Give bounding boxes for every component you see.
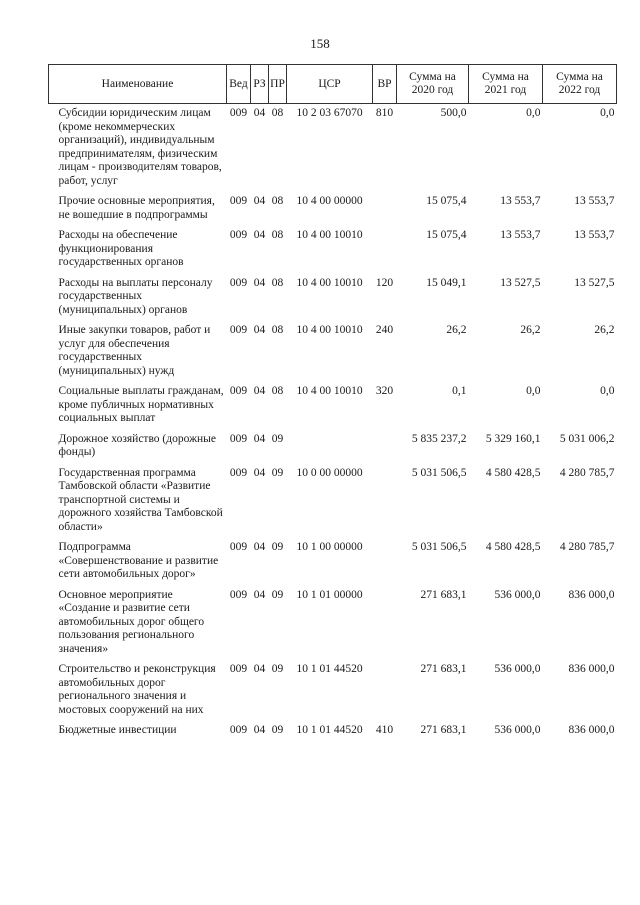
- header-ved: Вед: [227, 65, 251, 104]
- row-name: Социальные выплаты гражданам, кроме публичных нормативных социальных выплат: [58, 385, 224, 424]
- header-sum-2021: Сумма на 2021 год: [469, 65, 543, 104]
- row-sum-2020: 5 031 506,5: [411, 466, 467, 479]
- row-sum-2022: 4 280 785,7: [559, 466, 615, 479]
- row-csr: 10 2 03 67070: [296, 107, 363, 119]
- row-sum-2021: 13 553,7: [500, 195, 541, 207]
- row-name: Строительство и реконструкция автомобильных дорог регионального значения и мостовых сооружений на них: [58, 663, 216, 716]
- row-sum-2021: 0,0: [526, 385, 541, 397]
- row-sum-2021: 0,0: [526, 107, 541, 119]
- row-ved: 009: [229, 385, 248, 397]
- row-sum-2020: 5 835 237,2: [411, 432, 467, 445]
- row-sum-2021: 26,2: [520, 324, 541, 336]
- row-vr: [373, 663, 397, 724]
- row-csr: 10 4 00 00000: [296, 195, 363, 207]
- header-name: Наименование: [49, 65, 227, 104]
- row-rz: 04: [253, 541, 266, 553]
- row-name: Подпрограмма «Совершенствование и развитие сети автомобильных дорог»: [58, 541, 219, 580]
- row-pr: 08: [271, 324, 284, 336]
- table-row: [49, 104, 617, 196]
- row-pr: 09: [271, 724, 284, 736]
- row-vr: 320: [375, 385, 394, 397]
- row-rz: 04: [253, 663, 266, 675]
- row-csr: 10 0 00 00000: [296, 466, 363, 479]
- row-rz: 04: [253, 276, 266, 289]
- row-sum-2022: 13 527,5: [574, 276, 615, 289]
- row-sum-2020: 15 075,4: [426, 229, 467, 241]
- table-row: [49, 229, 617, 277]
- row-rz: 04: [253, 195, 266, 207]
- header-sum-2020: Сумма на 2020 год: [397, 65, 469, 104]
- row-sum-2021: 5 329 160,1: [485, 432, 541, 445]
- row-vr: [373, 467, 397, 542]
- row-sum-2021: 13 553,7: [500, 229, 541, 241]
- row-csr: 10 1 01 44520: [296, 663, 363, 675]
- row-ved: 009: [229, 276, 248, 289]
- row-vr: [373, 541, 397, 589]
- row-sum-2021: 13 527,5: [500, 276, 541, 289]
- table-row: [49, 589, 617, 664]
- row-name: Бюджетные инвестиции: [58, 724, 177, 736]
- row-vr: [373, 433, 397, 467]
- row-sum-2020: 0,1: [452, 385, 467, 397]
- table-row: [49, 433, 617, 467]
- row-sum-2022: 13 553,7: [574, 229, 615, 241]
- row-vr: [373, 195, 397, 229]
- row-vr: 410: [375, 724, 394, 736]
- row-vr: [373, 229, 397, 277]
- row-ved: 009: [229, 229, 248, 241]
- row-pr: 08: [271, 107, 284, 119]
- row-sum-2021: 4 580 428,5: [485, 466, 541, 479]
- row-ved: 009: [229, 541, 248, 553]
- row-sum-2020: 271 683,1: [420, 588, 467, 601]
- row-sum-2020: 271 683,1: [420, 663, 467, 675]
- row-sum-2020: 15 049,1: [426, 276, 467, 289]
- row-pr: 08: [271, 276, 284, 289]
- row-vr: 120: [375, 276, 394, 289]
- row-pr: 09: [271, 466, 284, 479]
- row-rz: 04: [253, 107, 266, 119]
- row-csr: [287, 433, 373, 467]
- budget-table: [48, 64, 617, 745]
- row-sum-2022: 836 000,0: [568, 588, 615, 601]
- row-csr: 10 4 00 10010: [296, 276, 363, 289]
- row-sum-2020: 271 683,1: [420, 724, 467, 736]
- row-csr: 10 4 00 10010: [296, 229, 363, 241]
- row-csr: 10 4 00 10010: [296, 324, 363, 336]
- row-vr: 810: [375, 107, 394, 119]
- row-name: Государственная программа Тамбовской области «Развитие транспортной системы и дорожного хозяйства Тамбовской области»: [58, 466, 223, 533]
- row-ved: 009: [229, 588, 248, 601]
- row-sum-2022: 0,0: [600, 107, 615, 119]
- table-header-row: [49, 65, 617, 104]
- header-sum-2022: Сумма на 2022 год: [543, 65, 617, 104]
- row-pr: 09: [271, 588, 284, 601]
- table-row: [49, 324, 617, 385]
- row-name: Дорожное хозяйство (дорожные фонды): [58, 432, 217, 458]
- row-name: Основное мероприятие «Создание и развитие сети автомобильных дорог общего пользования регионального значения»: [58, 588, 205, 655]
- row-pr: 08: [271, 195, 284, 207]
- header-csr: ЦСР: [287, 65, 373, 104]
- row-sum-2021: 536 000,0: [494, 663, 541, 675]
- row-name: Расходы на обеспечение функционирования государственных органов: [58, 229, 184, 268]
- table-row: [49, 724, 617, 745]
- row-ved: 009: [229, 663, 248, 675]
- row-sum-2022: 4 280 785,7: [559, 541, 615, 553]
- row-ved: 009: [229, 195, 248, 207]
- row-rz: 04: [253, 229, 266, 241]
- row-rz: 04: [253, 466, 266, 479]
- row-sum-2020: 5 031 506,5: [411, 541, 467, 553]
- row-sum-2021: 536 000,0: [494, 724, 541, 736]
- row-vr: [373, 589, 397, 664]
- row-sum-2021: 4 580 428,5: [485, 541, 541, 553]
- table-row: [49, 385, 617, 433]
- row-sum-2022: 13 553,7: [574, 195, 615, 207]
- row-csr: 10 1 01 00000: [296, 588, 363, 601]
- row-ved: 009: [229, 324, 248, 336]
- row-vr: 240: [375, 324, 394, 336]
- table-row: [49, 541, 617, 589]
- row-sum-2022: 836 000,0: [568, 663, 615, 675]
- row-rz: 04: [253, 324, 266, 336]
- page-number: 158: [310, 36, 330, 51]
- table-row: [49, 663, 617, 724]
- row-csr: 10 1 00 00000: [296, 541, 363, 553]
- row-name: Иные закупки товаров, работ и услуг для обеспечения государственных (муниципальных) нужд: [58, 324, 211, 377]
- table-row: [49, 195, 617, 229]
- row-ved: 009: [229, 466, 248, 479]
- table-row: [49, 277, 617, 325]
- header-pr: ПР: [269, 65, 287, 104]
- header-vr: ВР: [373, 65, 397, 104]
- table-row: [49, 467, 617, 542]
- header-rz: РЗ: [251, 65, 269, 104]
- row-csr: 10 4 00 10010: [296, 385, 363, 397]
- row-ved: 009: [229, 107, 248, 119]
- row-pr: 09: [271, 663, 284, 675]
- row-name: Субсидии юридическим лицам (кроме некоммерческих организаций), индивидуальным предпринимателям, физическим лицам - производителям товаров, работ, услуг: [58, 107, 222, 187]
- row-rz: 04: [253, 724, 266, 736]
- row-sum-2022: 0,0: [600, 385, 615, 397]
- row-sum-2022: 5 031 006,2: [559, 432, 615, 445]
- row-rz: 04: [253, 588, 266, 601]
- row-pr: 08: [271, 229, 284, 241]
- row-name: Расходы на выплаты персоналу государственных (муниципальных) органов: [58, 276, 213, 316]
- row-ved: 009: [229, 432, 248, 445]
- row-sum-2020: 15 075,4: [426, 195, 467, 207]
- row-pr: 09: [271, 432, 284, 445]
- row-sum-2020: 500,0: [440, 107, 467, 119]
- row-name: Прочие основные мероприятия, не вошедшие в подпрограммы: [58, 195, 215, 221]
- row-sum-2021: 536 000,0: [494, 588, 541, 601]
- row-rz: 04: [253, 432, 266, 445]
- row-pr: 08: [271, 385, 284, 397]
- row-sum-2020: 26,2: [446, 324, 467, 336]
- row-pr: 09: [271, 541, 284, 553]
- row-ved: 009: [229, 724, 248, 736]
- row-sum-2022: 26,2: [594, 324, 615, 336]
- row-csr: 10 1 01 44520: [296, 724, 363, 736]
- row-rz: 04: [253, 385, 266, 397]
- row-sum-2022: 836 000,0: [568, 724, 615, 736]
